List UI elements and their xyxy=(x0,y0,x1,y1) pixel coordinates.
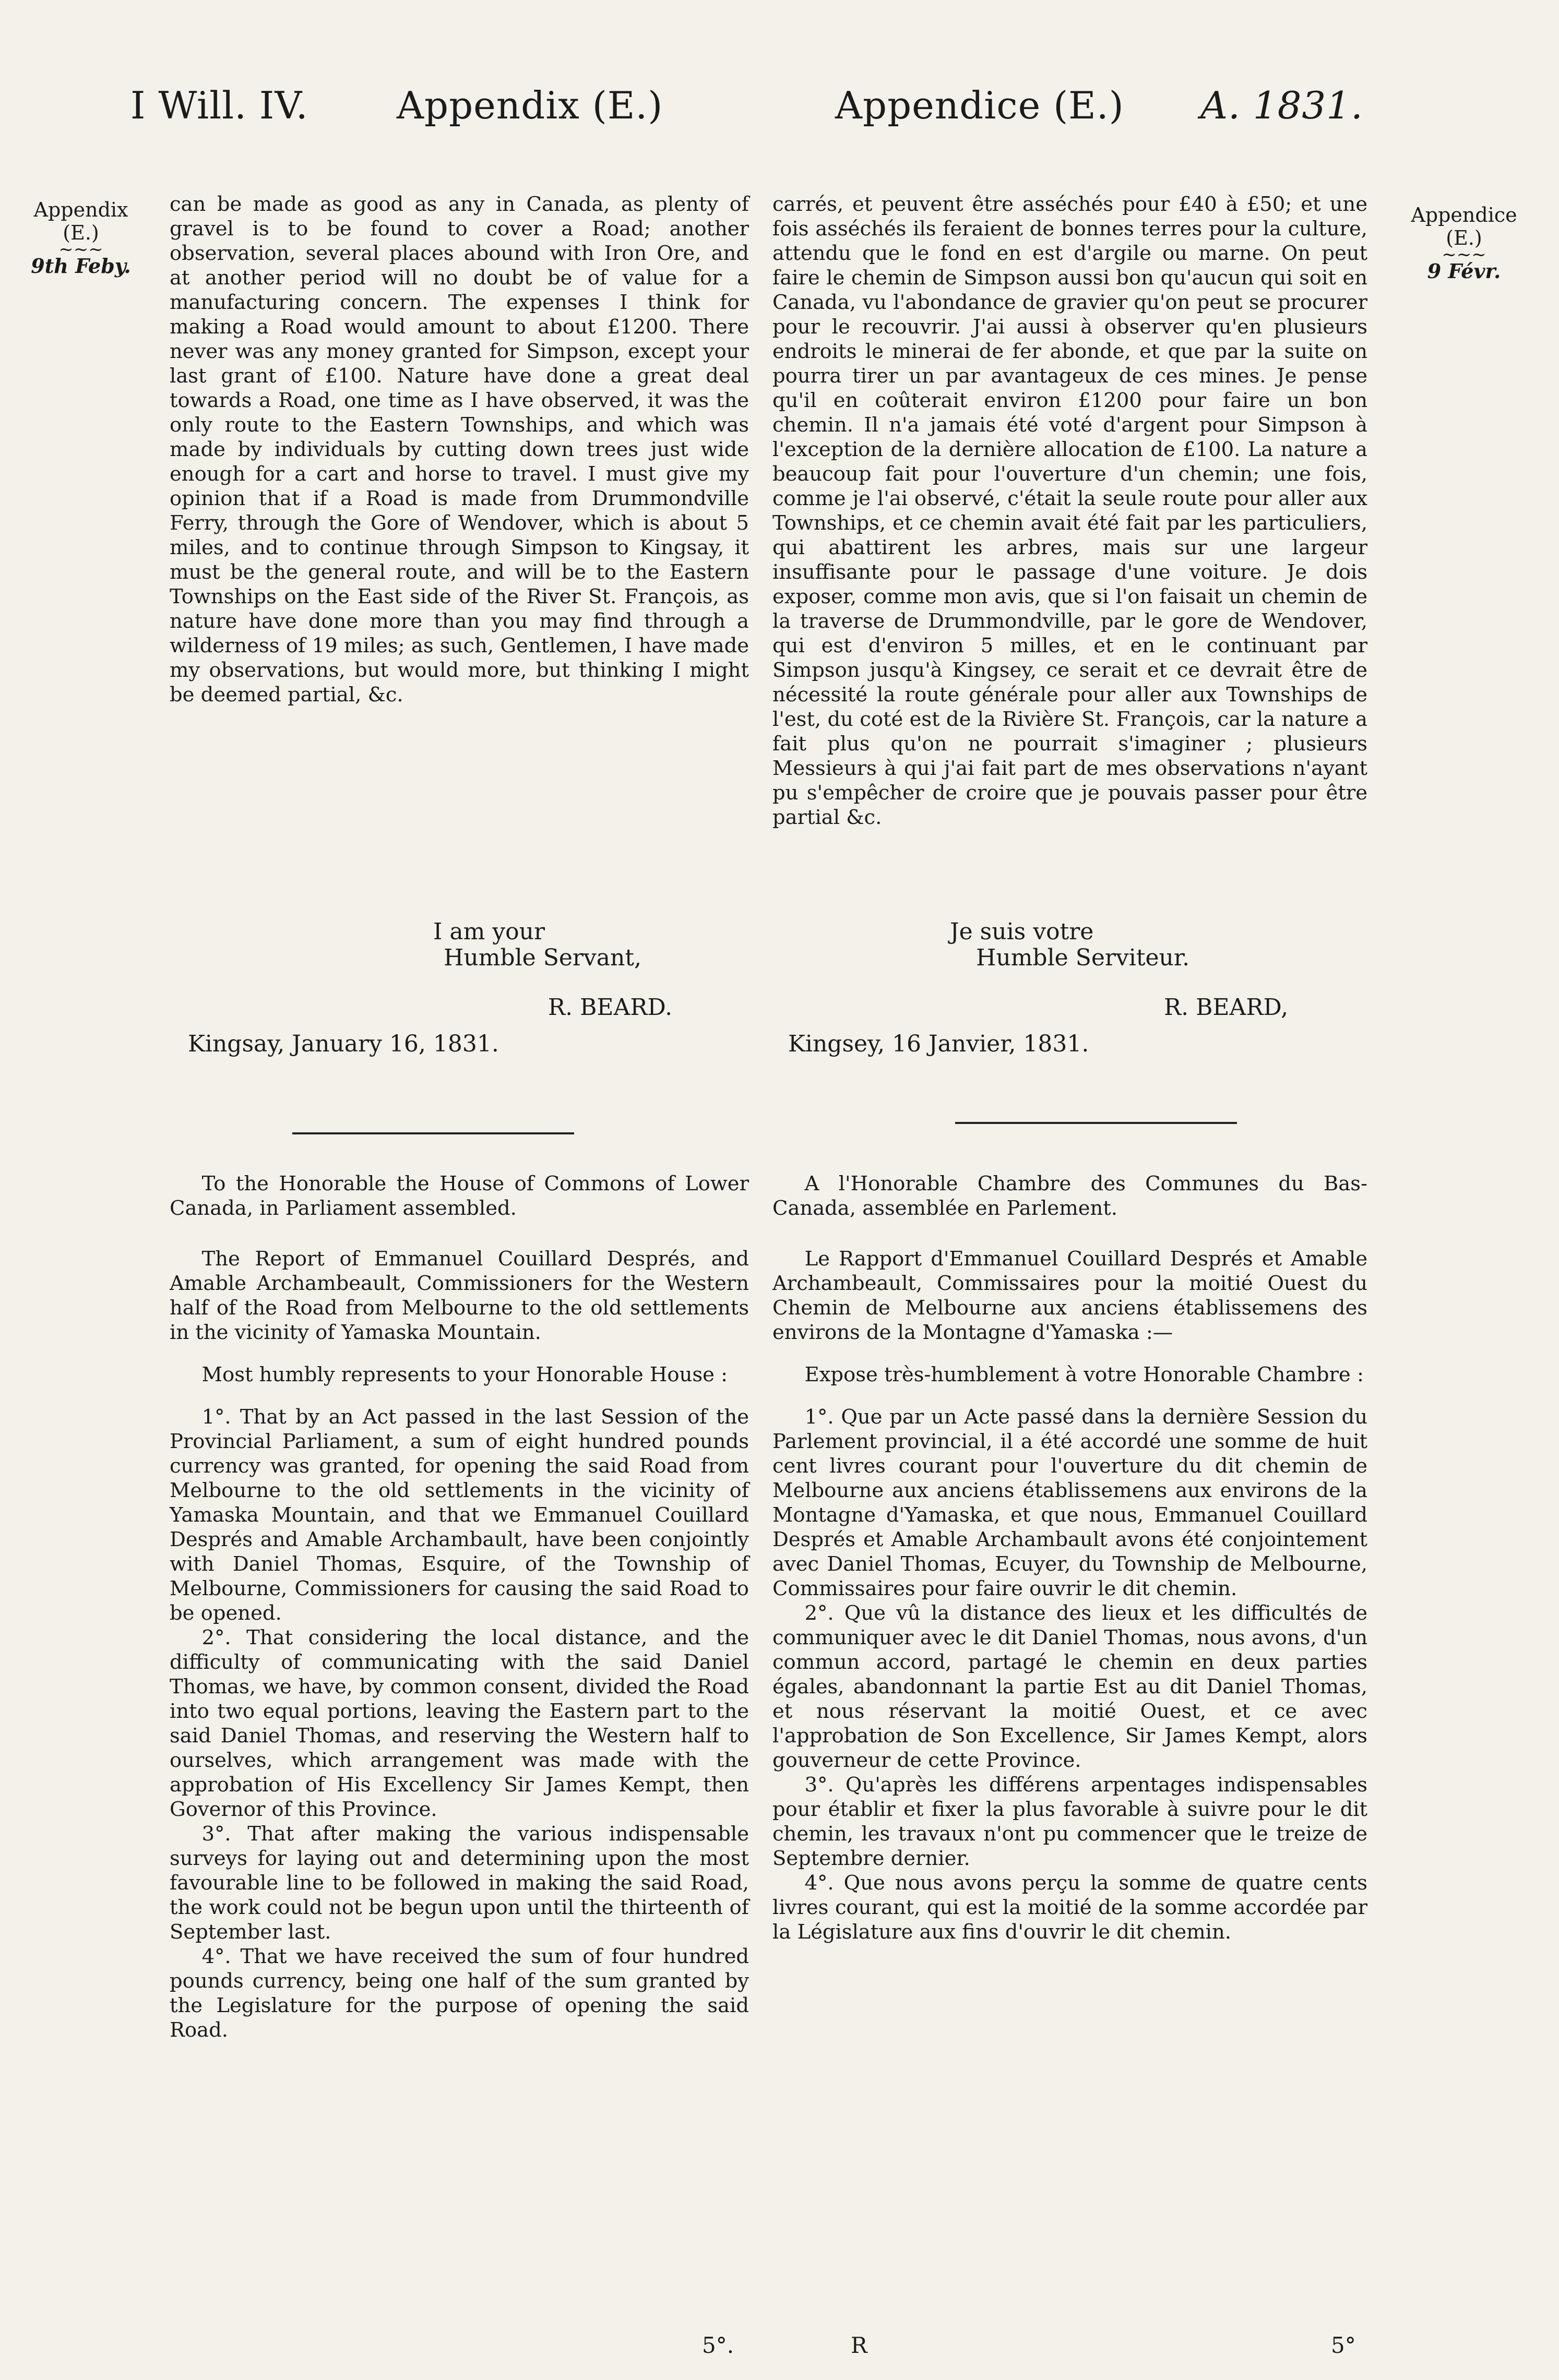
english-catchword: 5°. xyxy=(702,2333,734,2358)
running-head-appendix-en: Appendix (E.) xyxy=(397,83,663,127)
french-report-intro: Expose très-humblement à votre Honorable Chambre : xyxy=(804,1363,1364,1386)
margin-note-right: Appendice (E.) ~~~ 9 Févr. xyxy=(1411,204,1517,283)
running-head-appendix-fr: Appendice (E.) xyxy=(835,83,1124,127)
french-report xyxy=(772,1171,1367,1944)
french-paragraph-2: 2°. Que vû la distance des lieux et les difficultés de communiquer avec le dit Daniel Thomas, nous avons, d'un commun accord, partagé le chemin en deux parties égales, abandonnant la partie Est au dit Daniel Thomas, et nous réservant la moitié Ouest, et ce avec l'approbation de Son Excellence, Sir James Kempt, alors gouverneur de cette Province. xyxy=(772,1601,1367,1772)
french-letter-text: carrés, et peuvent être asséchés pour £40 à £50; et une fois asséchés ils feraient de bonnes terres pour la culture, attendu que le fond en est d'argile ou marne. On peut faire le chemin de Simpson aussi bon qu'aucun qui soit en Canada, vu l'abondance de gravier qu'on peut se procurer pour le recouvrir. J'ai aussi à observer qu'en plusieurs endroits le minerai de fer abonde, et que par la suite on pourra tirer un par avantageux de ces mines. Je pense qu'il en coûterait environ £1200 pour faire un bon chemin. Il n'a jamais été voté d'argent pour Simpson à l'exception de la dernière allocation de £100. La nature a beaucoup fait pour l'ouverture d'un chemin; une fois, comme je l'ai observé, c'était la seule route pour aller aux Townships, et ce chemin avait été fait par les particuliers, qui abattirent les arbres, mais sur une largeur insuffisante pour le passage d'une voiture. Je dois exposer, comme mon avis, que si l'on faisait un chemin de la traverse de Drummondville, par le gore de Wendover, qui est d'environ 5 milles, et en le continuant par Simpson jusqu'à Kingsey, ce serait et ce devrait être de nécessité la route générale pour aller aux Townships de l'est, du coté est de la Rivière St. François, car la nature a fait plus qu'on ne pourrait s'imaginer ; plusieurs Messieurs à qui j'ai fait part de mes observations n'ayant pu s'empêcher de croire que je pouvais passer pour être partial &c. xyxy=(772,193,1367,829)
french-catchword: 5° xyxy=(1331,2333,1356,2358)
english-report-address: To the Honorable the House of Commons of Lower Canada, in Parliament assembled. xyxy=(170,1172,749,1220)
english-closing-2: Humble Servant, xyxy=(444,944,642,971)
french-closing-1: Je suis votre xyxy=(950,918,1094,945)
french-report-title: Le Rapport d'Emmanuel Couillard Després et Amable Archambeault, Commissaires pour la moitié Ouest du Chemin de Melbourne aux anciens établissemens des environs de la Montagne d'Yamaska :— xyxy=(772,1247,1367,1344)
signature-mark: R xyxy=(851,2333,867,2358)
english-paragraph-1: 1°. That by an Act passed in the last Session of the Provincial Parliament, a sum of eight hundred pounds currency was granted, for opening the said Road from Melbourne to the old settlements in the vicinity of Yamaska Mountain, and that we Emmanuel Couillard Després and Amable Archambault, have been conjointly with Daniel Thomas, Esquire, of the Township of Melbourne, Commissioners for causing the said Road to be opened. xyxy=(170,1405,749,1625)
english-signature-name: R. BEARD. xyxy=(548,994,673,1021)
english-separator-rule xyxy=(292,1132,574,1134)
french-paragraph-4: 4°. Que nous avons perçu la somme de quatre cents livres courant, qui est la moitié de la somme accordée par la Législature aux fins d'ouvrir le dit chemin. xyxy=(772,1871,1367,1944)
french-paragraph-3: 3°. Qu'après les différens arpentages indispensables pour établir et fixer la plus favorable à suivre pour le dit chemin, les travaux n'ont pu commencer que le treize de Septembre dernier. xyxy=(772,1773,1367,1870)
french-closing-2: Humble Serviteur. xyxy=(976,944,1190,971)
french-separator-rule xyxy=(955,1122,1237,1124)
french-signature-name: R. BEARD, xyxy=(1164,994,1289,1021)
english-closing-1: I am your xyxy=(433,918,545,945)
english-report-intro: Most humbly represents to your Honorable House : xyxy=(201,1363,728,1386)
english-paragraph-4: 4°. That we have received the sum of four hundred pounds currency, being one half of the sum granted by the Legislature for the purpose of opening the said Road. xyxy=(170,1945,749,2042)
french-place-date: Kingsey, 16 Janvier, 1831. xyxy=(788,1031,1089,1057)
english-paragraph-3: 3°. That after making the various indispensable surveys for laying out and determining upon the most favourable line to be followed in making the said Road, the work could not be begun upon until the thirteenth of September last. xyxy=(170,1822,749,1944)
english-place-date: Kingsay, January 16, 1831. xyxy=(188,1031,499,1057)
running-head-volume: I Will. IV. xyxy=(130,83,308,127)
running-head-year: A. 1831. xyxy=(1200,83,1363,127)
french-paragraph-1: 1°. Que par un Acte passé dans la dernière Session du Parlement provincial, il a été accordé une somme de huit cent livres courant pour l'ouverture du dit chemin de Melbourne aux anciens établissemens aux environs de la Montagne d'Yamaska, et que nous, Emmanuel Couillard Després et Amable Archambault avons été conjointement avec Daniel Thomas, Ecuyer, du Township de Melbourne, Commissaires pour faire ouvrir le dit chemin. xyxy=(772,1405,1367,1600)
english-letter-text: can be made as good as any in Canada, as plenty of gravel is to be found to cover a Road; another observation, several places abound with Iron Ore, and at another period will no doubt be of value for a manufacturing concern. The expenses I think for making a Road would amount to about £1200. There never was any money granted for Simpson, except your last grant of £100. Nature have done a great deal towards a Road, one time as I have observed, it was the only route to the Eastern Townships, and which was made by individuals by cutting down trees just wide enough for a cart and horse to travel. I must give my opinion that if a Road is made from Drummondville Ferry, through the Gore of Wendover, which is about 5 miles, and to continue through Simpson to Kingsay, it must be the general route, and will be to the Eastern Townships on the East side of the River St. François, as nature have done more than you may find through a wilderness of 19 miles; as such, Gentlemen, I have made my observations, but would more, but thinking I might be deemed partial, &c. xyxy=(170,193,749,707)
french-report-address: A l'Honorable Chambre des Communes du Bas-Canada, assemblée en Parlement. xyxy=(772,1172,1367,1220)
margin-note-left: Appendix (E.) ~~~ 9th Feby. xyxy=(31,198,131,278)
english-report xyxy=(170,1171,749,2042)
english-report-title: The Report of Emmanuel Couillard Després, and Amable Archambeault, Commissioners for the Western half of the Road from Melbourne to the old settlements in the vicinity of Yamaska Mountain. xyxy=(170,1247,749,1344)
english-paragraph-2: 2°. That considering the local distance, and the difficulty of communicating with the said Daniel Thomas, we have, by common consent, divided the Road into two equal portions, leaving the Eastern part to the said Daniel Thomas, and reserving the Western half to ourselves, which arrangement was made with the approbation of His Excellency Sir James Kempt, then Governor of this Province. xyxy=(170,1626,749,1821)
